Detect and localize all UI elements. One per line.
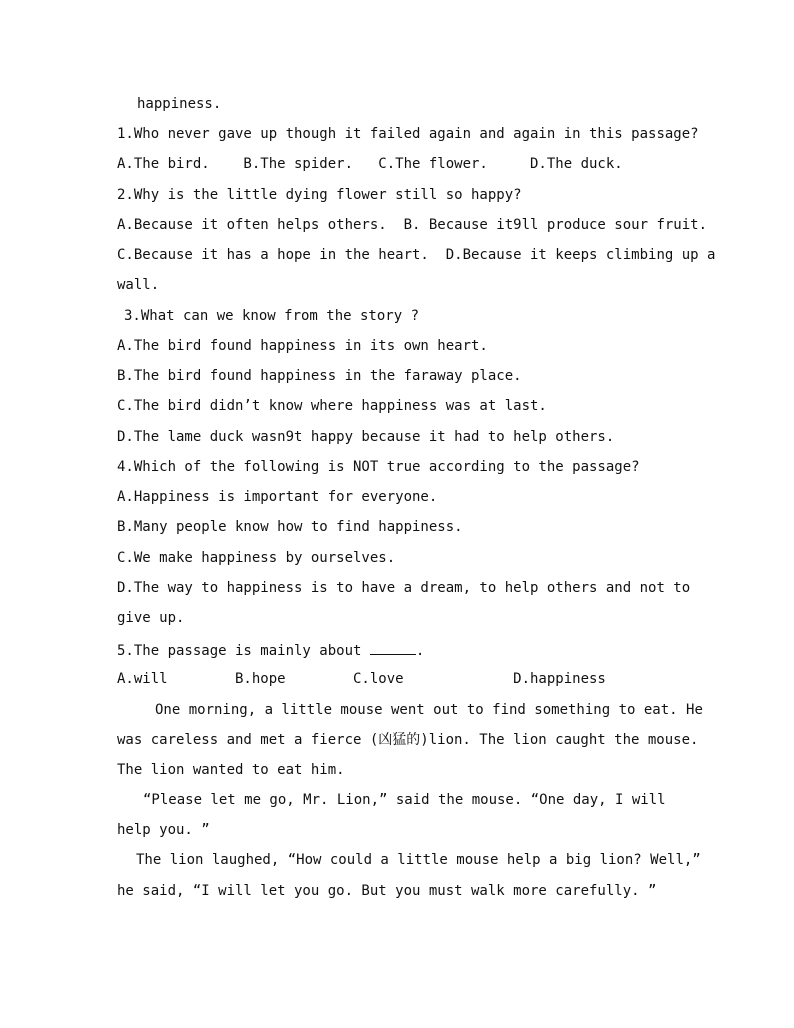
question-3-option-d: D.The lame duck wasn9t happy because it had to help others.	[117, 429, 615, 445]
question-1: 1.Who never gave up though it failed again and again in this passage?	[117, 126, 699, 142]
question-3: 3.What can we know from the story ?	[124, 308, 420, 324]
story-paragraph-line: “Please let me go, Mr. Lion,” said the mouse. “One day, I will	[143, 792, 666, 808]
question-2-options-ab: A.Because it often helps others. B. Because it9ll produce sour fruit.	[117, 217, 708, 233]
question-3-option-c: C.The bird didn’t know where happiness was at last.	[117, 398, 547, 414]
question-3-option-a: A.The bird found happiness in its own heart.	[117, 338, 488, 354]
question-5-options: A.will B.hope C.love D.happiness	[117, 671, 606, 687]
question-5	[117, 640, 424, 658]
question-3-option-b: B.The bird found happiness in the faraway place.	[117, 368, 522, 384]
answer-blank	[370, 640, 416, 655]
question-4: 4.Which of the following is NOT true according to the passage?	[117, 459, 640, 475]
question-2: 2.Why is the little dying flower still so happy?	[117, 187, 522, 203]
question-2-options-cd: C.Because it has a hope in the heart. D.Because it keeps climbing up a	[117, 247, 716, 263]
story-paragraph-line: help you. ”	[117, 822, 210, 838]
story-paragraph-line: he said, “I will let you go. But you must walk more carefully. ”	[117, 883, 657, 899]
text-line: wall.	[117, 277, 160, 293]
question-1-options: A.The bird. B.The spider. C.The flower. D.The duck.	[117, 156, 623, 172]
story-paragraph-line: One morning, a little mouse went out to find something to eat. He	[155, 702, 703, 718]
story-paragraph-line: The lion laughed, “How could a little mouse help a big lion? Well,”	[136, 852, 701, 868]
question-4-option-b: B.Many people know how to find happiness.	[117, 519, 463, 535]
question-5-suffix: .	[415, 643, 425, 659]
story-paragraph-line: The lion wanted to eat him.	[117, 762, 345, 778]
question-5-text: 5.The passage is mainly about	[117, 643, 362, 659]
question-4-option-a: A.Happiness is important for everyone.	[117, 489, 438, 505]
text-line: happiness.	[137, 96, 222, 112]
question-4-option-c: C.We make happiness by ourselves.	[117, 550, 396, 566]
story-paragraph-line: was careless and met a fierce (凶猛的)lion. The lion caught the mouse.	[117, 732, 699, 748]
text-line: give up.	[117, 610, 185, 626]
question-4-option-d: D.The way to happiness is to have a dream, to help others and not to	[117, 580, 691, 596]
